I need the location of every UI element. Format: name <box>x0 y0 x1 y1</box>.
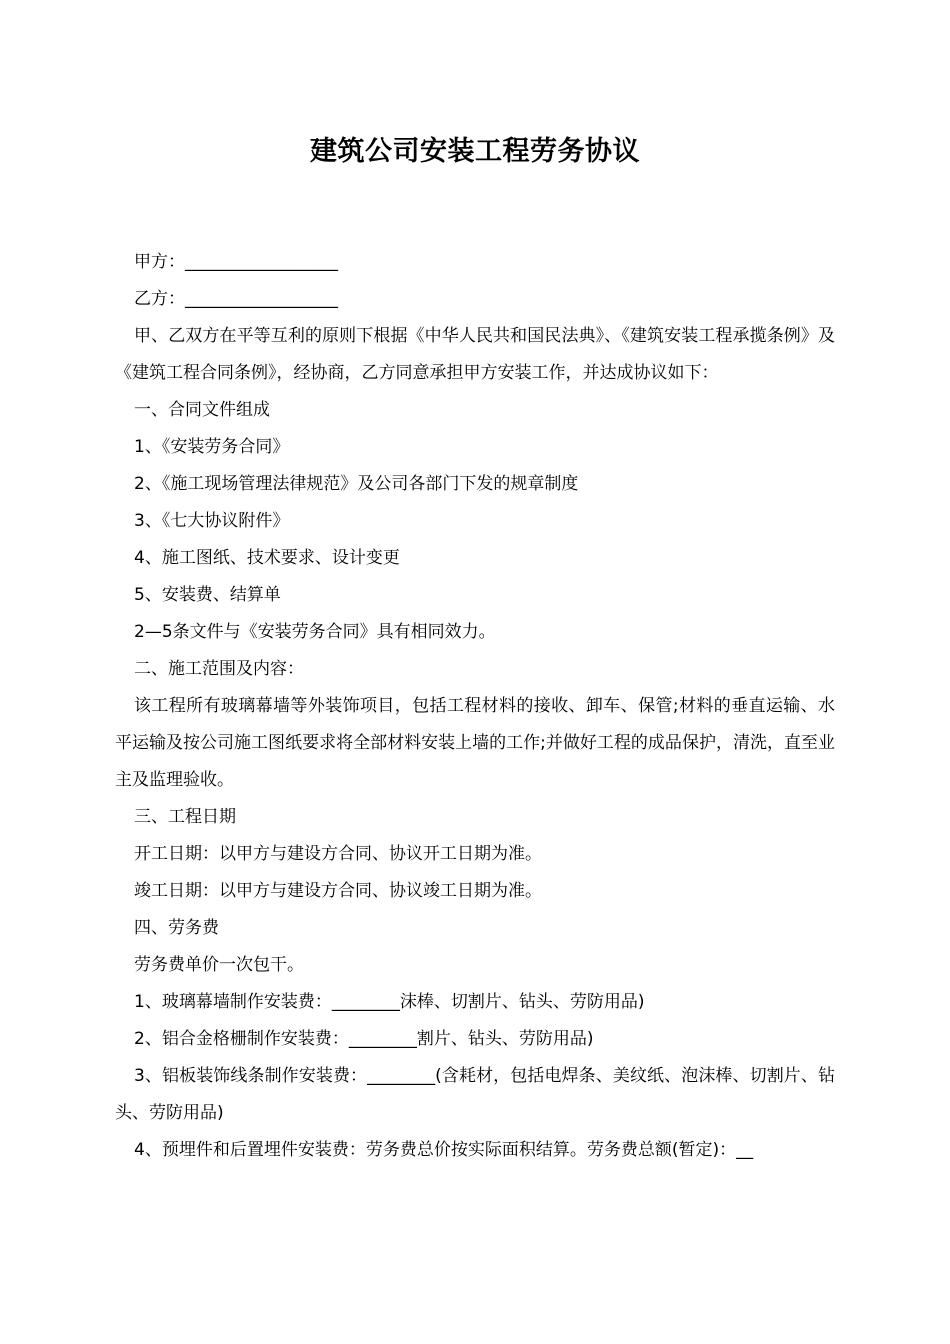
list-item: 1、玻璃幕墙制作安装费：________沫棒、切割片、钻头、劳防用品) <box>134 992 645 1012</box>
document-body <box>115 244 835 1169</box>
preamble-paragraph: 甲、乙双方在平等互利的原则下根据《中华人民共和国民法典》、《建筑安装工程承揽条例》及《建筑工程合同条例》，经协商，乙方同意承担甲方安装工作，并达成协议如下： <box>115 326 835 383</box>
list-item: 2、《施工现场管理法律规范》及公司各部门下发的规章制度 <box>134 474 579 494</box>
body-paragraph: 开工日期：以甲方与建设方合同、协议开工日期为准。 <box>134 844 542 864</box>
document-title: 建筑公司安装工程劳务协议 <box>310 136 640 167</box>
body-paragraph: 2—5条文件与《安装劳务合同》具有相同效力。 <box>134 622 496 642</box>
body-paragraph: 劳务费单价一次包干。 <box>134 955 304 975</box>
party-b-line: 乙方：__________________ <box>134 289 338 309</box>
list-item: 3、铝板装饰线条制作安装费：________(含耗材，包括电焊条、美纹纸、泡沫棒、切割片、钻头、劳防用品) <box>115 1066 835 1123</box>
body-paragraph: 竣工日期：以甲方与建设方合同、协议竣工日期为准。 <box>134 881 542 901</box>
list-item: 4、施工图纸、技术要求、设计变更 <box>134 548 400 568</box>
list-item: 4、预埋件和后置埋件安装费：劳务费总价按实际面积结算。劳务费总额(暂定)：__ <box>134 1140 754 1160</box>
section-heading-1: 一、合同文件组成 <box>134 400 270 420</box>
list-item: 5、安装费、结算单 <box>134 585 281 605</box>
section-heading-4: 四、劳务费 <box>134 918 219 938</box>
body-paragraph: 该工程所有玻璃幕墙等外装饰项目，包括工程材料的接收、卸车、保管;材料的垂直运输、水平运输及按公司施工图纸要求将全部材料安装上墙的工作;并做好工程的成品保护，清洗，直至业主及监理验收。 <box>115 696 835 790</box>
section-heading-3: 三、工程日期 <box>134 807 236 827</box>
list-item: 1、《安装劳务合同》 <box>134 437 290 457</box>
section-heading-2: 二、施工范围及内容： <box>134 659 304 679</box>
party-a-line: 甲方：__________________ <box>134 252 338 272</box>
list-item: 3、《七大协议附件》 <box>134 511 290 531</box>
list-item: 2、铝合金格栅制作安装费：________割片、钻头、劳防用品) <box>134 1029 594 1049</box>
